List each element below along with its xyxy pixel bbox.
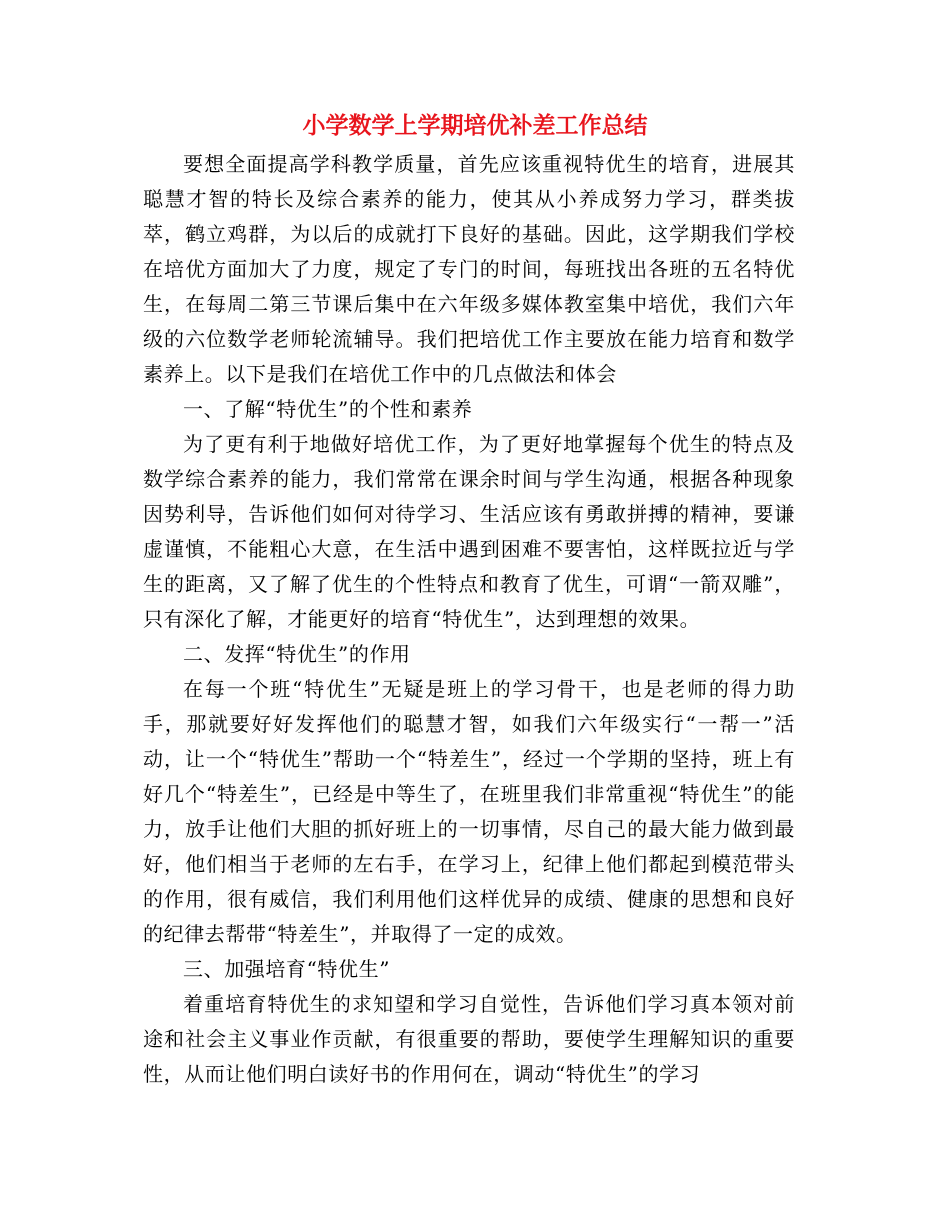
section-heading-2: 二、发挥“特优生”的作用: [183, 642, 411, 666]
intro-paragraph: 要想全面提高学科教学质量，首先应该重视特优生的培育，进展其聪慧才智的特长及综合素养的能力，使其从小养成努力学习，群类拔萃，鹤立鸡群，为以后的成就打下良好的基础。因此，这学期我们学校在培优方面加大了力度，规定了专门的时间，每班找出各班的五名特优生，在每周二第三节课后集中在六年级多媒体教室集中培优，我们六年级的六位数学老师轮流辅导。我们把培优工作主要放在能力培育和数学素养上。以下是我们在培优工作中的几点做法和体会: [143, 152, 795, 386]
document-body: [143, 147, 795, 1092]
section-paragraph-1: 为了更有利于地做好培优工作，为了更好地掌握每个优生的特点及数学综合素养的能力，我们常常在课余时间与学生沟通，根据各种现象因势利导，告诉他们如何对待学习、生活应该有勇敢拼搏的精神，要谦虚谨慎，不能粗心大意，在生活中遇到困难不要害怕，这样既拉近与学生的距离，又了解了优生的个性特点和教育了优生，可谓“一箭双雕”，只有深化了解，才能更好的培育“特优生”，达到理想的效果。: [143, 432, 795, 631]
section-heading-3: 三、加强培育“特优生”: [183, 957, 391, 981]
section-paragraph-2: 在每一个班“特优生”无疑是班上的学习骨干，也是老师的得力助手，那就要好好发挥他们的聪慧才智，如我们六年级实行“一帮一”活动，让一个“特优生”帮助一个“特差生”，经过一个学期的坚持，班上有好几个“特差生”，已经是中等生了，在班里我们非常重视“特优生”的能力，放手让他们大胆的抓好班上的一切事情，尽自己的最大能力做到最好，他们相当于老师的左右手，在学习上，纪律上他们都起到模范带头的作用，很有威信，我们利用他们这样优异的成绩、健康的思想和良好的纪律去帮带“特差生”，并取得了一定的成效。: [143, 677, 795, 946]
document-title: 小学数学上学期培优补差工作总结: [302, 113, 648, 139]
section-heading-1: 一、了解“特优生”的个性和素养: [183, 397, 473, 421]
section-paragraph-3: 着重培育特优生的求知望和学习自觉性，告诉他们学习真本领对前途和社会主义事业作贡献，有很重要的帮助，要使学生理解知识的重要性，从而让他们明白读好书的作用何在，调动“特优生”的学习: [143, 992, 795, 1086]
